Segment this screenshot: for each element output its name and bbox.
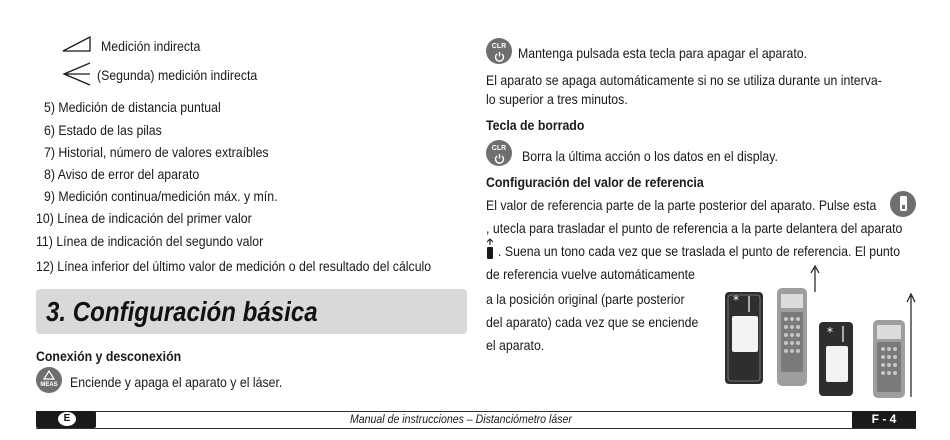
power-off-text: Mantenga pulsada esta tecla para apagar el aparato. (518, 45, 808, 61)
auto-off-line-1: El aparato se apaga automáticamente si no se utiliza durante un interva- (486, 72, 882, 88)
reference-line-7: el aparato. (486, 337, 545, 353)
power-icon-2 (494, 153, 505, 164)
reference-line-3: . Suena un tono cada vez que se traslada el punto de referencia. El punto (498, 243, 901, 259)
power-icon (494, 51, 505, 62)
reference-line-4: de referencia vuelve automáticamente (486, 266, 695, 282)
indirect-measurement-icon (62, 36, 92, 52)
reference-line-2: , utecla para trasladar el punto de referencia a la parte delantera del aparato (486, 220, 903, 236)
reference-point-illustration (715, 262, 920, 402)
list-item-9: 9) Medición continua/medición máx. y mín. (44, 188, 278, 204)
meas-power-button (36, 367, 62, 393)
list-item-6: 6) Estado de las pilas (44, 122, 162, 138)
clr-label: CLR (491, 43, 507, 50)
sub-item-indirect: Medición indirecta (101, 38, 201, 54)
reference-line-1: El valor de referencia parte de la parte posterior del aparato. Pulse esta (486, 197, 877, 213)
power-subheading: Conexión y desconexión (36, 348, 182, 364)
list-item-5: 5) Medición de distancia puntual (44, 99, 221, 115)
sub-item-second-indirect: (Segunda) medición indirecta (97, 67, 258, 83)
reference-button (890, 191, 916, 217)
clear-heading: Tecla de borrado (486, 117, 585, 133)
clr-clear-button (486, 140, 512, 166)
front-reference-icon (485, 238, 497, 260)
power-description: Enciende y apaga el aparato y el láser. (70, 374, 283, 390)
auto-off-line-2: lo superior a tres minutos. (486, 91, 628, 107)
list-item-7: 7) Historial, número de valores extraíbles (44, 144, 269, 160)
list-item-12: 12) Línea inferior del último valor de medición o del resultado del cálculo (36, 258, 432, 274)
language-code: E (58, 412, 76, 426)
clear-text: Borra la última acción o los datos en el display. (522, 148, 778, 164)
footer-title: Manual de instrucciones – Distanciómetro láser (350, 412, 572, 426)
section-title: 3. Configuración básica (46, 296, 318, 327)
reference-line-5: a la posición original (parte posterior (486, 291, 685, 307)
list-item-11: 11) Línea de indicación del segundo valor (36, 233, 264, 249)
laser-warning-icon (43, 370, 55, 380)
reference-line-6: del aparato) cada vez que se enciende (486, 314, 699, 330)
second-indirect-measurement-icon (62, 62, 92, 86)
list-item-10: 10) Línea de indicación del primer valor (36, 210, 252, 226)
meas-label: MEAS (40, 382, 58, 388)
svg-text:*: * (827, 325, 833, 339)
clr-label-2: CLR (491, 145, 507, 152)
clr-power-button (486, 38, 512, 64)
page-number: F - 4 (852, 411, 916, 428)
reference-heading: Configuración del valor de referencia (486, 174, 704, 190)
svg-text:*: * (733, 293, 739, 307)
reference-device-icon (890, 191, 916, 217)
section-header (36, 289, 467, 334)
list-item-8: 8) Aviso de error del aparato (44, 166, 200, 182)
language-badge (36, 411, 96, 428)
